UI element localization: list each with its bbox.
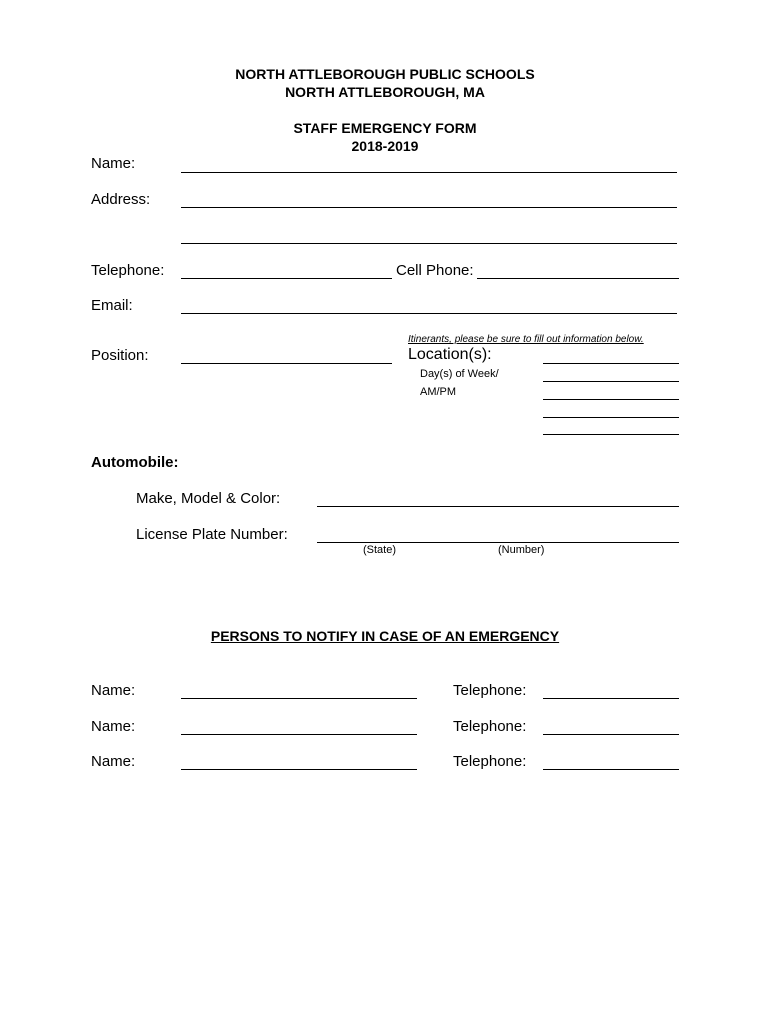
contact-1-name-field[interactable] [181, 698, 417, 699]
address-field-line-1[interactable] [181, 207, 677, 208]
telephone-field[interactable] [181, 278, 392, 279]
address-field-line-2[interactable] [181, 243, 677, 244]
automobile-heading: Automobile: [91, 454, 179, 471]
school-name: NORTH ATTLEBOROUGH PUBLIC SCHOOLS [235, 66, 535, 82]
number-caption: (Number) [498, 544, 545, 556]
contact-3-name-label: Name: [91, 753, 136, 770]
location-field-2[interactable] [543, 381, 679, 382]
contact-3-telephone-label: Telephone: [453, 753, 527, 770]
contact-3-telephone-field[interactable] [543, 769, 679, 770]
location-field-5[interactable] [543, 434, 679, 435]
days-of-week-label: Day(s) of Week/ [420, 368, 499, 380]
name-label: Name: [91, 155, 136, 172]
location-field-4[interactable] [543, 417, 679, 418]
school-location: NORTH ATTLEBOROUGH, MA [285, 84, 485, 100]
email-field[interactable] [181, 313, 677, 314]
license-plate-label: License Plate Number: [136, 526, 288, 543]
cell-phone-field[interactable] [477, 278, 679, 279]
locations-label: Location(s): [408, 346, 492, 363]
itinerants-note: Itinerants, please be sure to fill out information below. [408, 334, 644, 345]
contact-3-name-field[interactable] [181, 769, 417, 770]
school-year: 2018-2019 [351, 138, 419, 154]
contact-2-name-field[interactable] [181, 734, 417, 735]
cell-phone-label: Cell Phone: [396, 262, 474, 279]
contact-2-telephone-label: Telephone: [453, 718, 527, 735]
position-field[interactable] [181, 363, 392, 364]
name-field[interactable] [181, 172, 677, 173]
form-title: STAFF EMERGENCY FORM [293, 120, 477, 136]
make-model-color-label: Make, Model & Color: [136, 490, 281, 507]
contact-1-telephone-label: Telephone: [453, 682, 527, 699]
position-label: Position: [91, 347, 149, 364]
emergency-heading: PERSONS TO NOTIFY IN CASE OF AN EMERGENCY [210, 628, 560, 644]
address-label: Address: [91, 191, 151, 208]
am-pm-label: AM/PM [420, 386, 457, 398]
telephone-label: Telephone: [91, 262, 165, 279]
contact-1-name-label: Name: [91, 682, 136, 699]
location-field-1[interactable] [543, 363, 679, 364]
make-model-color-field[interactable] [317, 506, 679, 507]
contact-2-name-label: Name: [91, 718, 136, 735]
contact-2-telephone-field[interactable] [543, 734, 679, 735]
contact-1-telephone-field[interactable] [543, 698, 679, 699]
email-label: Email: [91, 297, 133, 314]
license-plate-field[interactable] [317, 542, 679, 543]
state-caption: (State) [363, 544, 397, 556]
location-field-3[interactable] [543, 399, 679, 400]
